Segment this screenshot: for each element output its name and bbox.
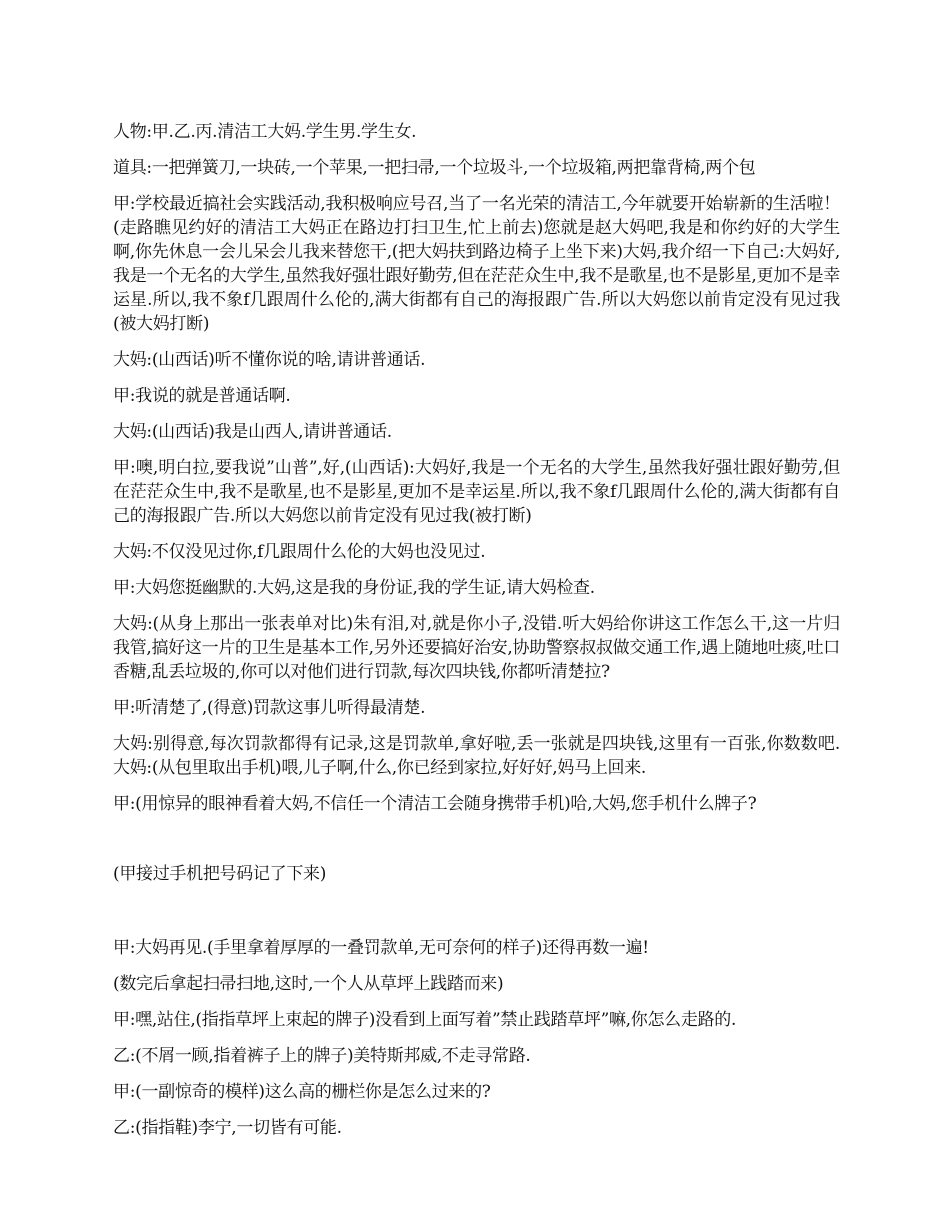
dialogue-paragraph: 甲:噢,明白拉,要我说”山普”,好,(山西话):大妈好,我是一个无名的大学生,虽然我好强壮跟好勤劳,但在茫茫众生中,我不是歌星,也不是影星,更加不是幸运星.所以,我不象f几跟周什么伦的,满大街都有自己的海报跟广告.所以大妈您以前肯定没有见过我(被打断)	[113, 458, 840, 526]
document-body	[113, 120, 840, 1152]
cast-list: 人物:甲.乙.丙.清洁工大妈.学生男.学生女.	[113, 122, 417, 142]
dialogue-paragraph: 甲:(一副惊奇的模样)这么高的栅栏你是怎么过来的?	[113, 1082, 491, 1102]
dialogue-paragraph: 甲:大妈再见.(手里拿着厚厚的一叠罚款单,无可奈何的样子)还得再数一遍!	[113, 938, 649, 958]
dialogue-paragraph: 大妈:别得意,每次罚款都得有记录,这是罚款单,拿好啦,丢一张就是四块钱,这里有一百张,你数数吧. 大妈:(从包里取出手机)喂,儿子啊,什么,你已经到家拉,好好好,妈马上回来.	[113, 734, 840, 778]
dialogue-paragraph: 甲:大妈您挺幽默的.大妈,这是我的身份证,我的学生证,请大妈检查.	[113, 578, 595, 598]
paragraph-gap	[113, 898, 840, 936]
dialogue-paragraph: 大妈:(从身上那出一张表单对比)朱有泪,对,就是你小子,没错.听大妈给你讲这工作怎么干,这一片归我管,搞好这一片的卫生是基本工作,另外还要搞好治安,协助警察叔叔做交通工作,遇上随地吐痰,吐口香糖,乱丢垃圾的,你可以对他们进行罚款,每次四块钱,你都听清楚拉?	[113, 614, 840, 682]
dialogue-paragraph: 甲:(用惊异的眼神看着大妈,不信任一个清洁工会随身携带手机)哈,大妈,您手机什么牌子?	[113, 794, 757, 814]
dialogue-paragraph: 甲:学校最近搞社会实践活动,我积极响应号召,当了一名光荣的清洁工,今年就要开始崭新的生活啦！(走路瞧见约好的清洁工大妈正在路边打扫卫生,忙上前去)您就是赵大妈吧,我是和你约好的大学生啊,你先休息一会儿呆会儿我来替您干,(把大妈扶到路边椅子上坐下来)大妈,我介绍一下自己:大妈好,我是一个无名的大学生,虽然我好强壮跟好勤劳,但在茫茫众生中,我不是歌星,也不是影星,更加不是幸运星.所以,我不象f几跟周什么伦的,满大街都有自己的海报跟广告.所以大妈您以前肯定没有见过我(被大妈打断)	[113, 194, 840, 334]
dialogue-paragraph: 大妈:(山西话)听不懂你说的啥,请讲普通话.	[113, 350, 426, 370]
dialogue-paragraph: 大妈:不仅没见过你,f几跟周什么伦的大妈也没见过.	[113, 542, 486, 562]
dialogue-paragraph: 乙:(指指鞋)李宁,一切皆有可能.	[113, 1118, 342, 1138]
dialogue-paragraph: 乙:(不屑一顾,指着裤子上的牌子)美特斯邦威,不走寻常路.	[113, 1046, 531, 1066]
stage-direction: (数完后拿起扫帚扫地,这时,一个人从草坪上践踏而来)	[113, 974, 504, 994]
dialogue-paragraph: 甲:我说的就是普通话啊.	[113, 386, 291, 406]
stage-direction: (甲接过手机把号码记了下来)	[113, 864, 327, 884]
paragraph-gap	[113, 828, 840, 862]
props-list: 道具:一把弹簧刀,一块砖,一个苹果,一把扫帚,一个垃圾斗,一个垃圾箱,两把靠背椅,两个包	[113, 158, 756, 178]
dialogue-paragraph: 大妈:(山西话)我是山西人,请讲普通话.	[113, 422, 392, 442]
dialogue-paragraph: 甲:嘿,站住,(指指草坪上束起的牌子)没看到上面写着”禁止践踏草坪”嘛,你怎么走路的.	[113, 1010, 737, 1030]
dialogue-paragraph: 甲:听清楚了,(得意)罚款这事儿听得最清楚.	[113, 698, 426, 718]
